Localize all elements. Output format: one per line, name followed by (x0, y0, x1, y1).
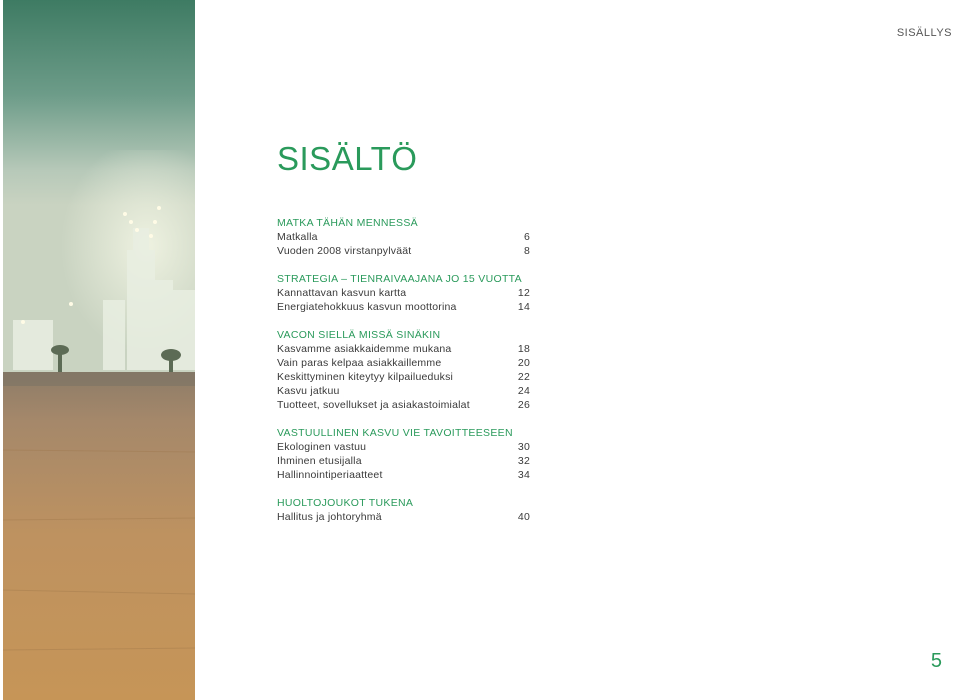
toc-entry[interactable] (277, 454, 530, 468)
toc-entry-page: 22 (517, 371, 530, 383)
toc-entry-title: Hallitus ja johtoryhmä (277, 511, 382, 523)
toc-entry-title: Matkalla (277, 231, 318, 243)
toc-section (277, 496, 530, 524)
table-of-contents (277, 216, 530, 538)
toc-entry-title: Ihminen etusijalla (277, 455, 362, 467)
toc-entry[interactable] (277, 468, 530, 482)
toc-section (277, 216, 530, 258)
page-number: 5 (930, 650, 942, 672)
toc-section-heading: VACON SIELLÄ MISSÄ SINÄKIN (277, 329, 441, 341)
toc-entry[interactable] (277, 510, 530, 524)
toc-entry-page: 30 (517, 441, 530, 453)
toc-entry-title: Energiatehokkuus kasvun moottorina (277, 301, 457, 313)
toc-entry-title: Kasvamme asiakkaidemme mukana (277, 343, 452, 355)
toc-section-heading: VASTUULLINEN KASVU VIE TAVOITTEESEEN (277, 427, 513, 439)
toc-section (277, 426, 530, 482)
toc-entry-page: 40 (517, 511, 530, 523)
toc-entry-page: 18 (517, 343, 530, 355)
toc-section (277, 328, 530, 412)
toc-entry-page: 12 (517, 287, 530, 299)
toc-entry-page: 34 (517, 469, 530, 481)
toc-entry[interactable] (277, 244, 530, 258)
toc-entry-page: 8 (523, 245, 530, 257)
toc-entry[interactable] (277, 384, 530, 398)
toc-entry-title: Kasvu jatkuu (277, 385, 340, 397)
toc-entry-title: Ekologinen vastuu (277, 441, 367, 453)
toc-entry-page: 6 (523, 231, 530, 243)
toc-entry[interactable] (277, 286, 530, 300)
toc-entry-page: 26 (517, 399, 530, 411)
page-title: SISÄLTÖ (277, 140, 418, 177)
toc-entry-page: 14 (517, 301, 530, 313)
toc-entry[interactable] (277, 370, 530, 384)
toc-entry-title: Hallinnointiperiaatteet (277, 469, 383, 481)
toc-entry[interactable] (277, 398, 530, 412)
cover-photo-city-skyline-desert (3, 0, 195, 700)
toc-section-heading: MATKA TÄHÄN MENNESSÄ (277, 217, 418, 229)
toc-entry[interactable] (277, 440, 530, 454)
toc-entry-title: Vain paras kelpaa asiakkaillemme (277, 357, 442, 369)
toc-entry-page: 20 (517, 357, 530, 369)
toc-entry-title: Kannattavan kasvun kartta (277, 287, 407, 299)
toc-entry-title: Keskittyminen kiteytyy kilpailueduksi (277, 371, 454, 383)
header-section-label: SISÄLLYS (896, 27, 952, 39)
toc-entry[interactable] (277, 356, 530, 370)
toc-section-heading: STRATEGIA – TIENRAIVAAJANA JO 15 VUOTTA (277, 273, 522, 285)
toc-entry-page: 32 (517, 455, 530, 467)
toc-entry-title: Tuotteet, sovellukset ja asiakastoimialat (277, 399, 470, 411)
toc-entry[interactable] (277, 342, 530, 356)
toc-entry-title: Vuoden 2008 virstanpylväät (277, 245, 412, 257)
toc-entry-page: 24 (517, 385, 530, 397)
toc-section (277, 272, 530, 314)
toc-entry[interactable] (277, 300, 530, 314)
toc-section-heading: HUOLTOJOUKOT TUKENA (277, 497, 414, 509)
toc-entry[interactable] (277, 230, 530, 244)
